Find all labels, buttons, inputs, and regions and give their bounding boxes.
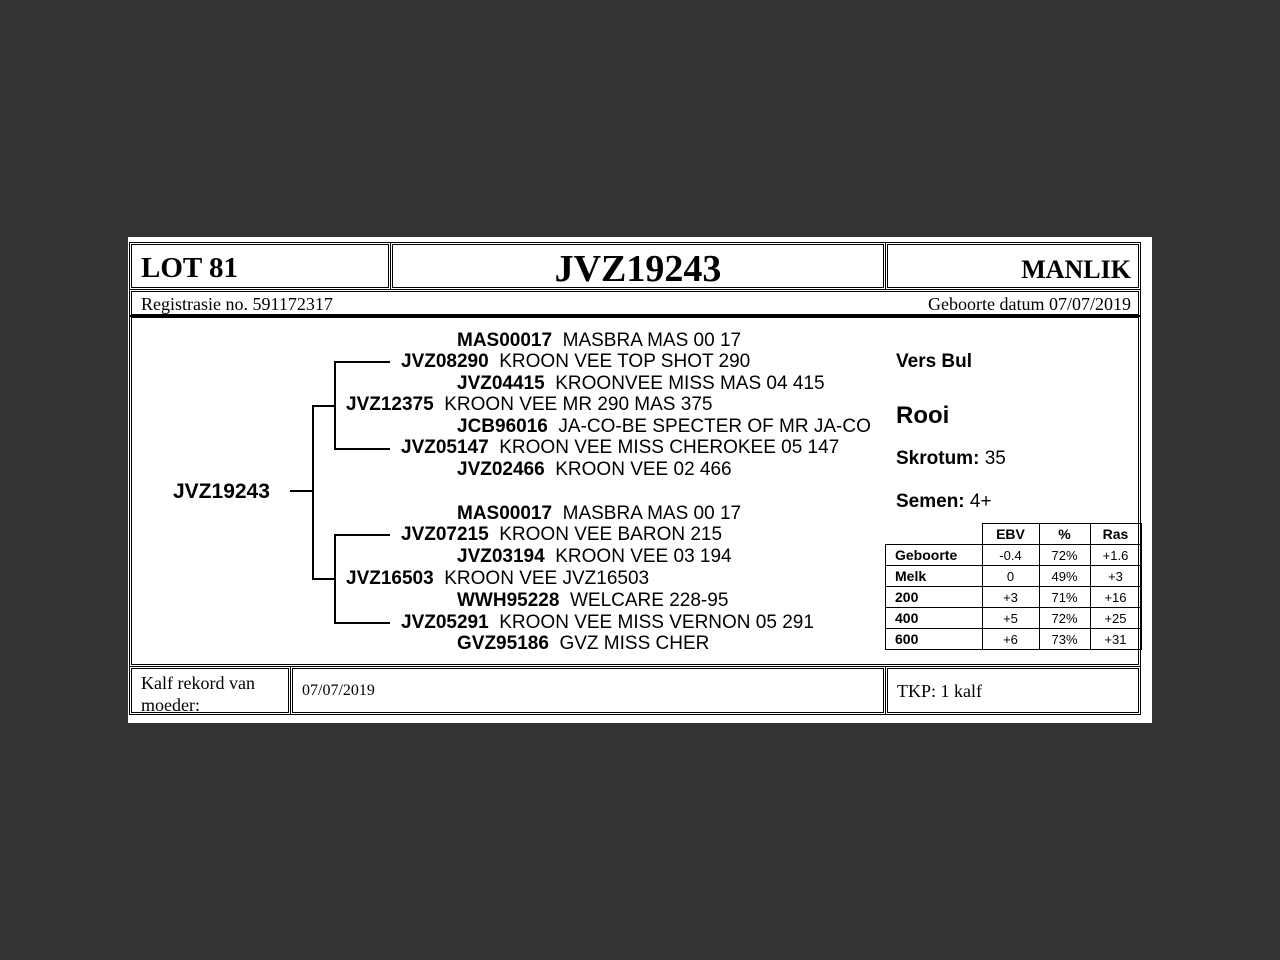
ras-value: +16 xyxy=(1090,587,1141,608)
tkp-value: TKP: 1 kalf xyxy=(897,681,982,701)
table-row xyxy=(886,545,1142,566)
pedigree-sire: JVZ12375 KROON VEE MR 290 MAS 375 xyxy=(346,394,713,415)
pedigree-dam-dam: JVZ05291 KROON VEE MISS VERNON 05 291 xyxy=(401,612,814,633)
horn-status: Rooi xyxy=(896,402,950,429)
ebv-value: -0.4 xyxy=(982,545,1039,566)
table-row xyxy=(886,608,1142,629)
row-label: 200 xyxy=(886,587,983,608)
tree-line-to-dam-dam xyxy=(334,622,390,624)
tree-line-to-sire-dam xyxy=(334,448,390,450)
ebv-value: +5 xyxy=(982,608,1039,629)
lot-number: LOT 81 xyxy=(141,252,238,284)
tree-line-to-sire-sire xyxy=(334,361,390,363)
pedigree-dam-dam-sire: WWH95228 WELCARE 228-95 xyxy=(457,590,729,611)
ebv-col-header: EBV xyxy=(982,524,1039,545)
pct-col-header: % xyxy=(1039,524,1090,545)
pedigree-sire-sire-dam: JVZ04415 KROONVEE MISS MAS 04 415 xyxy=(457,373,825,394)
tree-line-sire-vertical xyxy=(334,361,336,449)
pct-value: 72% xyxy=(1039,608,1090,629)
pedigree-subject: JVZ19243 xyxy=(173,480,270,503)
pct-value: 71% xyxy=(1039,587,1090,608)
animal-card xyxy=(128,237,1152,723)
pct-value: 49% xyxy=(1039,566,1090,587)
ebv-value: +6 xyxy=(982,629,1039,650)
calf-record-label: Kalf rekord van moeder: xyxy=(141,673,255,715)
pct-value: 73% xyxy=(1039,629,1090,650)
animal-type: Vers Bul xyxy=(896,351,973,372)
ras-col-header: Ras xyxy=(1090,524,1141,545)
lot-box xyxy=(129,242,391,290)
row-label: 400 xyxy=(886,608,983,629)
registration-number: Registrasie no. 591172317 xyxy=(141,294,333,314)
table-row xyxy=(886,566,1142,587)
ebv-value: 0 xyxy=(982,566,1039,587)
pedigree-dam-dam-dam: GVZ95186 GVZ MISS CHER xyxy=(457,633,710,654)
title-box xyxy=(390,242,886,290)
ebv-header-row xyxy=(886,524,1142,545)
row-label: Melk xyxy=(886,566,983,587)
pedigree-sire-sire-sire: MAS00017 MASBRA MAS 00 17 xyxy=(457,330,742,351)
pct-value: 72% xyxy=(1039,545,1090,566)
tree-line-to-sire xyxy=(312,405,336,407)
pedigree-dam-sire-dam: JVZ03194 KROON VEE 03 194 xyxy=(457,546,732,567)
tkp-box xyxy=(885,666,1141,715)
tree-line-dam-vertical xyxy=(334,534,336,623)
row-label: 600 xyxy=(886,629,983,650)
pedigree-dam-sire: JVZ07215 KROON VEE BARON 215 xyxy=(401,524,723,545)
ras-value: +31 xyxy=(1090,629,1141,650)
calf-record-date: 07/07/2019 xyxy=(302,682,375,699)
registration-row xyxy=(129,289,1141,317)
animal-id-title: JVZ19243 xyxy=(554,248,722,290)
ras-value: +1.6 xyxy=(1090,545,1141,566)
tree-line-to-dam-sire xyxy=(334,534,390,536)
calf-record-label-box xyxy=(129,666,291,715)
calf-record-date-box xyxy=(290,666,886,715)
row-label: Geboorte xyxy=(886,545,983,566)
table-row xyxy=(886,629,1142,650)
scrotum-info: Skrotum: 35 xyxy=(896,448,1006,469)
ebv-table xyxy=(885,523,1142,650)
ebv-value: +3 xyxy=(982,587,1039,608)
sex-label: MANLIK xyxy=(1021,255,1131,284)
birth-date: Geboorte datum 07/07/2019 xyxy=(928,294,1131,314)
pedigree-sire-sire: JVZ08290 KROON VEE TOP SHOT 290 xyxy=(401,351,751,372)
tree-line-to-dam xyxy=(312,578,336,580)
ras-value: +25 xyxy=(1090,608,1141,629)
semen-info: Semen: 4+ xyxy=(896,491,992,512)
ras-value: +3 xyxy=(1090,566,1141,587)
table-row xyxy=(886,587,1142,608)
pedigree-sire-dam-sire: JCB96016 JA-CO-BE SPECTER OF MR JA-CO xyxy=(457,416,871,437)
pedigree-dam-sire-sire: MAS00017 MASBRA MAS 00 17 xyxy=(457,503,742,524)
sex-box xyxy=(885,242,1141,290)
tree-line-subject xyxy=(290,490,313,492)
tree-line-root-vertical xyxy=(312,405,314,579)
pedigree-sire-dam-dam: JVZ02466 KROON VEE 02 466 xyxy=(457,459,732,480)
pedigree-sire-dam: JVZ05147 KROON VEE MISS CHEROKEE 05 147 xyxy=(401,437,840,458)
pedigree-dam: JVZ16503 KROON VEE JVZ16503 xyxy=(346,568,650,589)
